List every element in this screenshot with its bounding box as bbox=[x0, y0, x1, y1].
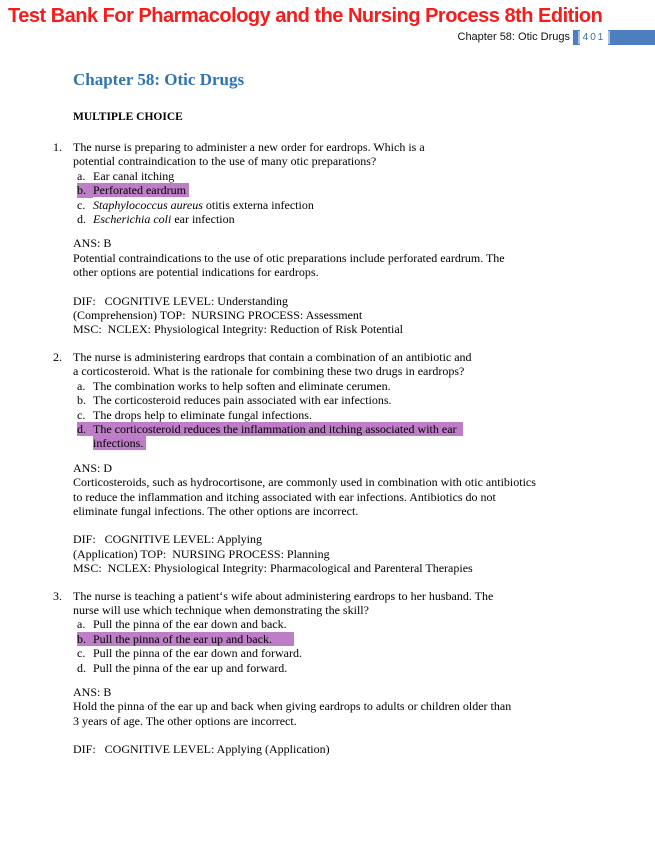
option-c bbox=[73, 646, 655, 660]
option-c bbox=[73, 198, 655, 212]
question-stem-text: The nurse is administering eardrops that contain a combination of an antibiotic and bbox=[73, 349, 472, 364]
section-label: MULTIPLE CHOICE bbox=[73, 111, 183, 123]
question-number: 3. bbox=[53, 588, 62, 603]
option-letter: c. bbox=[77, 407, 86, 422]
option-letter: d. bbox=[77, 660, 86, 675]
option-text: The corticosteroid reduces pain associated with ear infections. bbox=[93, 393, 392, 408]
option-text: The drops help to eliminate fungal infections. bbox=[93, 407, 312, 422]
question-stem-line: a corticosteroid. What is the rationale for combining these two drugs in eardrops? bbox=[73, 364, 465, 379]
option-letter: b. bbox=[77, 393, 86, 408]
option-d bbox=[73, 212, 655, 226]
question-stem-line bbox=[53, 140, 655, 154]
rationale-line: Corticosteroids, such as hydrocortisone, are commonly used in combination with otic antibiotics bbox=[73, 475, 536, 490]
option-d-correct bbox=[73, 422, 655, 451]
question-list bbox=[0, 140, 655, 757]
option-letter: b. bbox=[77, 183, 93, 197]
question-number: 2. bbox=[53, 349, 62, 364]
answer-line: ANS: B bbox=[73, 236, 112, 251]
option-text: Pull the pinna of the ear down and back. bbox=[93, 617, 287, 632]
option-letter: d. bbox=[77, 422, 93, 436]
option-a bbox=[73, 617, 655, 631]
answer-line: ANS: D bbox=[73, 460, 113, 475]
meta-dif-line: DIF: COGNITIVE LEVEL: Applying bbox=[73, 532, 262, 547]
rationale-line: Potential contraindications to the use of otic preparations include perforated eardrum. The bbox=[73, 250, 505, 265]
option-c bbox=[73, 408, 655, 422]
question-2 bbox=[0, 350, 655, 576]
question-stem-line bbox=[53, 349, 655, 364]
option-letter: d. bbox=[77, 212, 86, 227]
option-text-highlighted: Perforated eardrum bbox=[93, 183, 189, 197]
option-text bbox=[93, 422, 463, 451]
option-letter: a. bbox=[77, 617, 86, 632]
question-stem-line: nurse will use which technique when demonstrating the skill? bbox=[73, 602, 369, 617]
option-text-highlighted: The corticosteroid reduces the inflammation and itching associated with ear bbox=[93, 422, 463, 436]
option-text-rest: otitis externa infection bbox=[202, 197, 314, 212]
question-metadata bbox=[73, 532, 655, 575]
option-text-highlighted: Pull the pinna of the ear up and back. bbox=[93, 632, 294, 646]
species-name-italic: Staphylococcus aureus bbox=[93, 197, 203, 212]
option-a bbox=[73, 169, 655, 183]
question-3 bbox=[0, 589, 655, 757]
question-stem-line: potential contraindication to the use of many otic preparations? bbox=[73, 154, 377, 169]
option-text: The combination works to help soften and eliminate cerumen. bbox=[93, 378, 391, 393]
meta-top-line: (Comprehension) TOP: NURSING PROCESS: Assessment bbox=[73, 308, 363, 323]
rationale-line: other options are potential indications for eardrops. bbox=[73, 265, 319, 280]
meta-dif-line: DIF: COGNITIVE LEVEL: Applying (Application) bbox=[73, 742, 330, 757]
species-name-italic: Escherichia coli bbox=[93, 212, 172, 227]
option-letter: a. bbox=[77, 168, 86, 183]
option-a bbox=[73, 379, 655, 393]
meta-top-line: (Application) TOP: NURSING PROCESS: Planning bbox=[73, 546, 330, 561]
option-letter: c. bbox=[77, 197, 86, 212]
question-1 bbox=[0, 140, 655, 337]
option-b bbox=[73, 393, 655, 407]
option-text: Pull the pinna of the ear up and forward. bbox=[93, 660, 288, 675]
question-metadata bbox=[73, 742, 655, 756]
question-stem-line bbox=[53, 588, 655, 603]
rationale-line: eliminate fungal infections. The other options are incorrect. bbox=[73, 503, 359, 518]
option-b-correct bbox=[73, 183, 655, 197]
option-text bbox=[93, 212, 235, 226]
option-text-rest: ear infection bbox=[171, 212, 235, 227]
running-header-chapter: Chapter 58: Otic Drugs bbox=[457, 31, 570, 43]
page-number: 401 bbox=[580, 30, 608, 45]
option-b-correct bbox=[73, 632, 655, 646]
option-d bbox=[73, 661, 655, 675]
option-letter: a. bbox=[77, 378, 86, 393]
meta-dif-line: DIF: COGNITIVE LEVEL: Understanding bbox=[73, 293, 288, 308]
option-text: Pull the pinna of the ear down and forward. bbox=[93, 646, 302, 661]
meta-msc-line: MSC: NCLEX: Physiological Integrity: Reduction of Risk Potential bbox=[73, 322, 403, 337]
option-text-highlighted: infections. bbox=[93, 436, 146, 450]
question-number: 1. bbox=[53, 140, 62, 154]
option-text bbox=[93, 198, 314, 212]
rationale-line: Hold the pinna of the ear up and back when giving eardrops to adults or children older than bbox=[73, 699, 512, 714]
question-metadata bbox=[73, 294, 655, 337]
question-stem-text: The nurse is teaching a patient‘s wife about administering eardrops to her husband. The bbox=[73, 588, 494, 603]
rationale-line: 3 years of age. The other options are incorrect. bbox=[73, 713, 297, 728]
chapter-heading: Chapter 58: Otic Drugs bbox=[73, 70, 245, 89]
option-letter: c. bbox=[77, 646, 86, 661]
option-text: Ear canal itching bbox=[93, 168, 175, 183]
option-letter: b. bbox=[77, 632, 93, 646]
meta-msc-line: MSC: NCLEX: Physiological Integrity: Pharmacological and Parenteral Therapies bbox=[73, 561, 473, 576]
watermark-title: Test Bank For Pharmacology and the Nursing Process 8th Edition bbox=[8, 5, 603, 27]
answer-line: ANS: B bbox=[73, 685, 112, 699]
rationale-line: to reduce the inflammation and itching associated with ear infections. Antibiotics do not bbox=[73, 489, 496, 504]
question-stem-text: The nurse is preparing to administer a new order for eardrops. Which is a bbox=[73, 140, 425, 154]
